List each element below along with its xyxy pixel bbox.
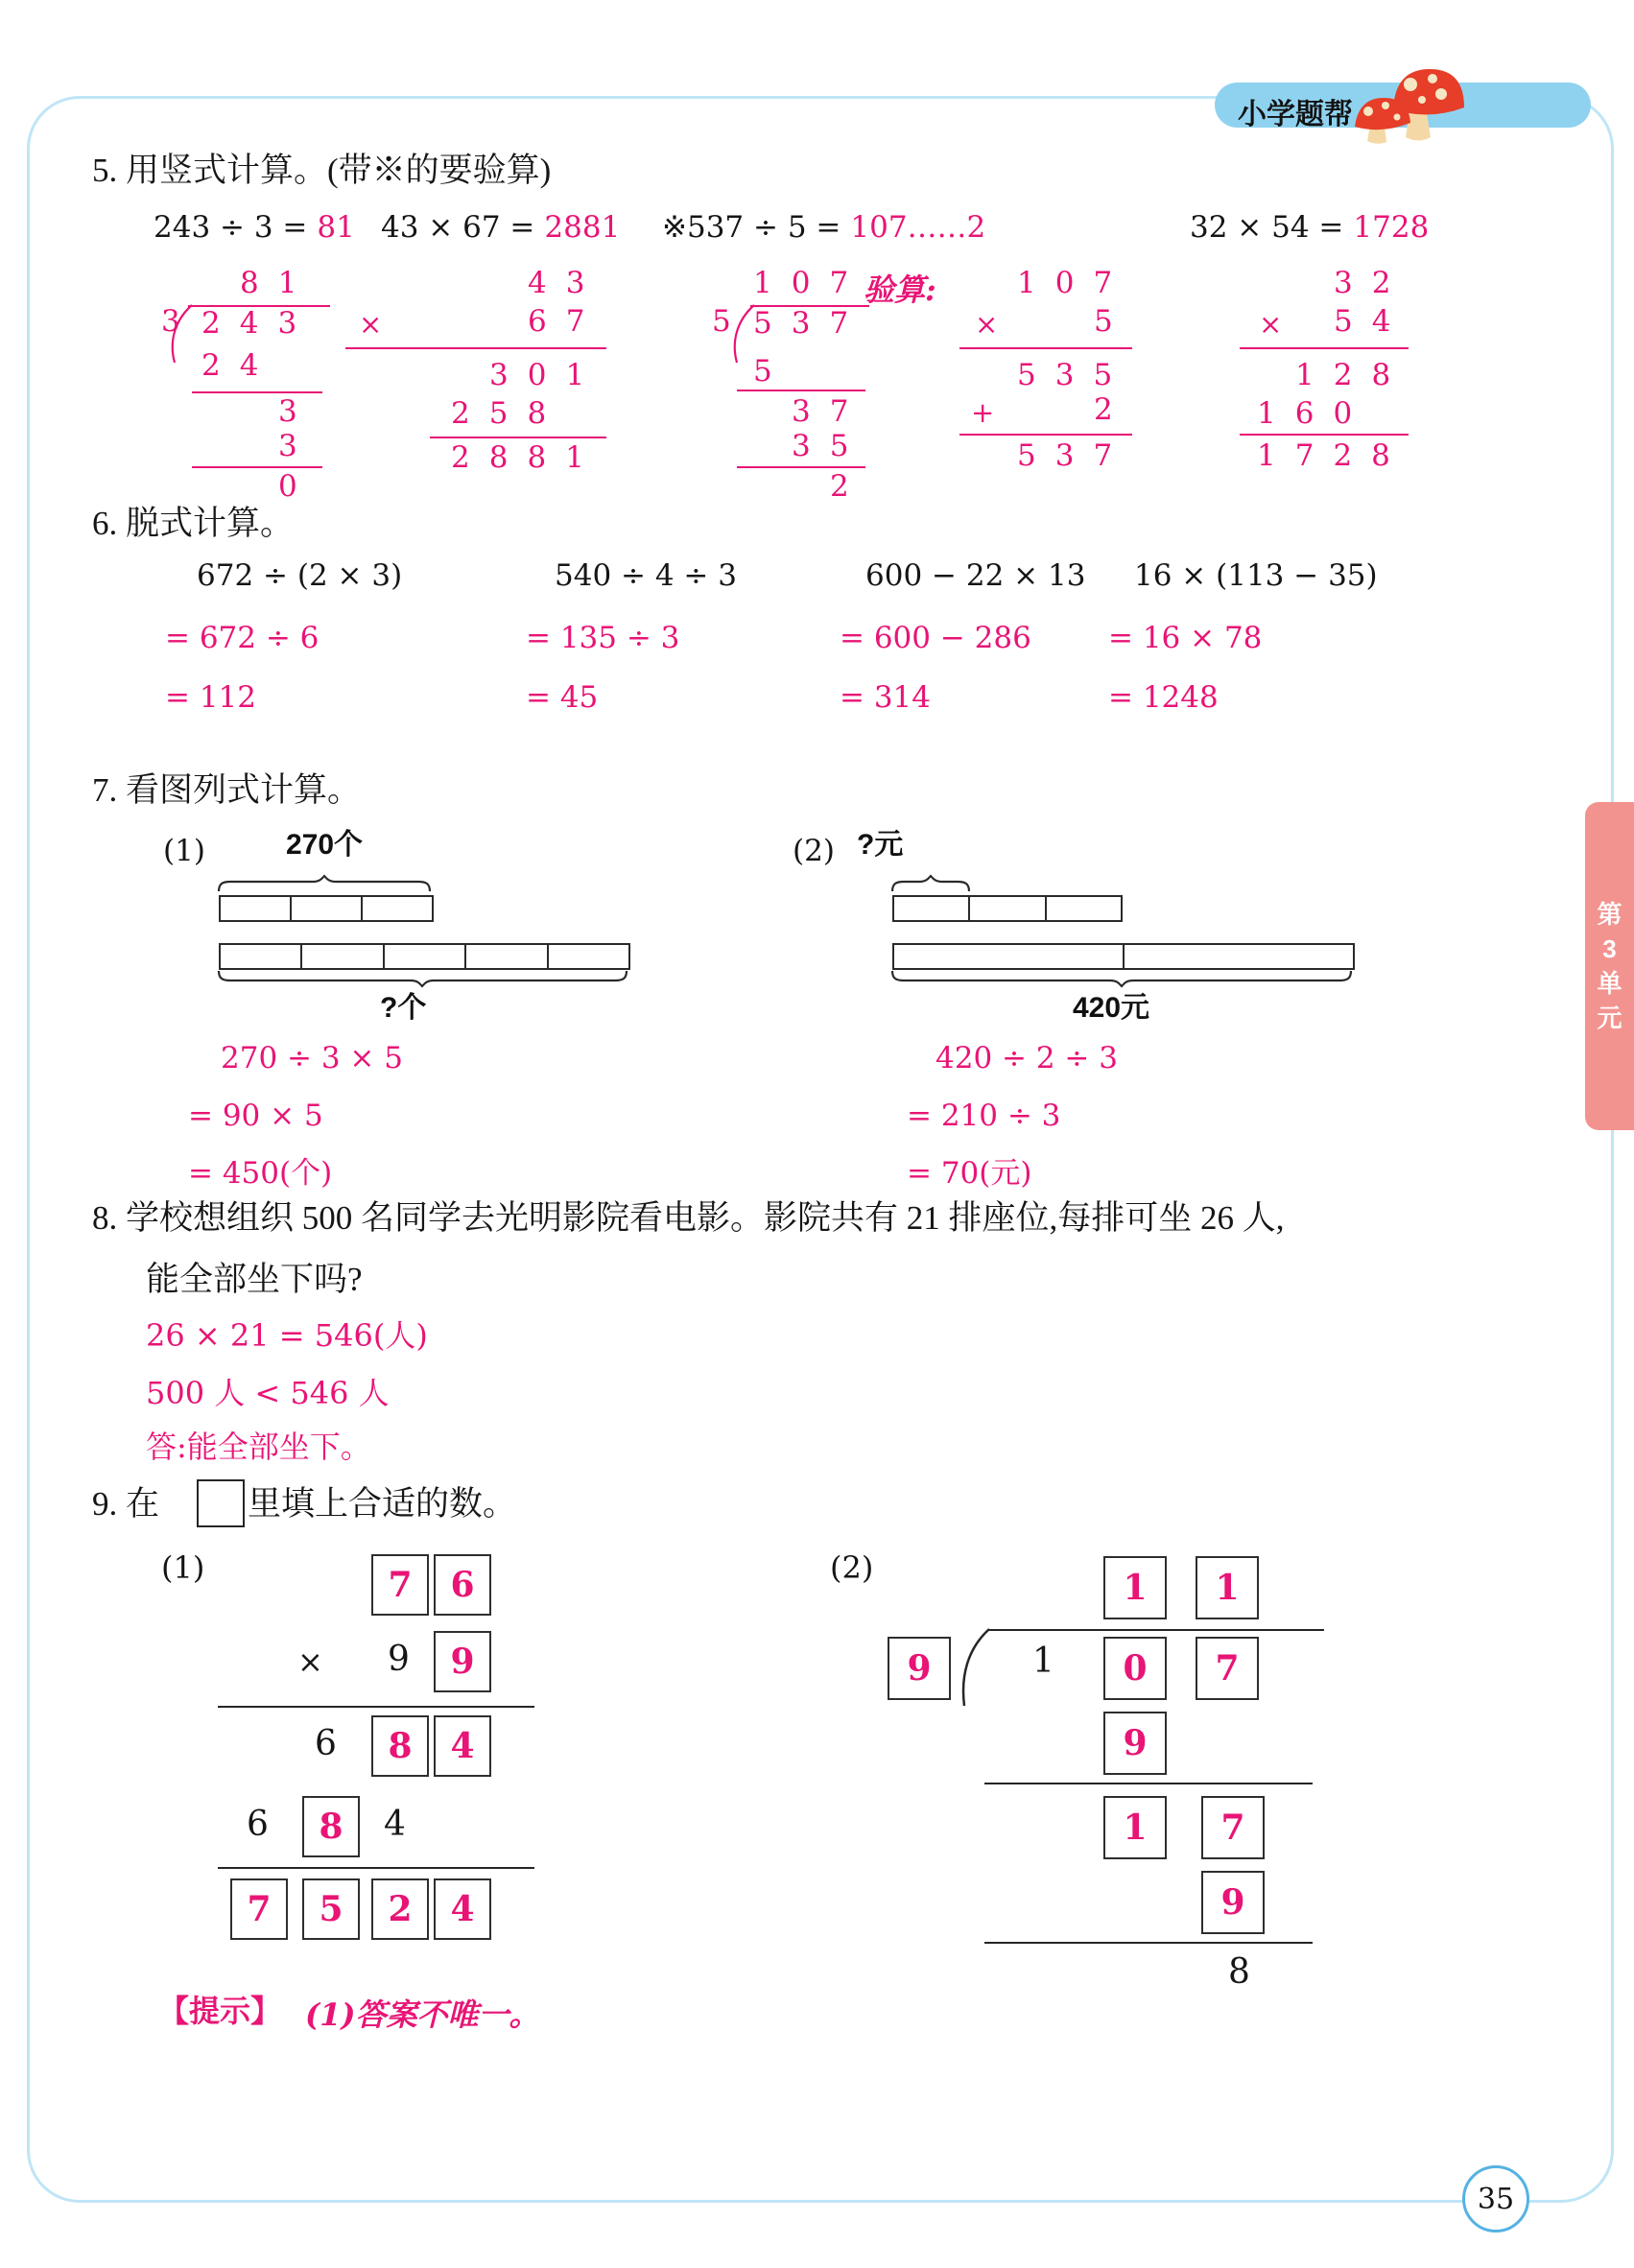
p9-fill-box: 8 [371, 1715, 429, 1777]
p5-div2-quotient: 107 [753, 266, 868, 300]
p9-hint-label: 【提示】 [158, 1993, 282, 2029]
p5-div1-work-row: 24 [201, 348, 278, 383]
p9-part2-rule [984, 1783, 1313, 1784]
p7-part2-bottom-label: 420元 [1073, 992, 1150, 1024]
tab-char: 元 [1597, 1004, 1622, 1032]
p9-hint-text: (1)答案不唯一。 [305, 1996, 540, 2033]
p5-check-rule [959, 347, 1132, 349]
p5-check-top: 107 [1017, 266, 1132, 300]
p7-part1-step2: = 450(个) [188, 1156, 333, 1191]
p5-check-times: × [975, 308, 999, 341]
p6-expr-4: 16 × (113 − 35) [1134, 558, 1378, 593]
p8-answer-sentence: 答:能全部坐下。 [146, 1429, 371, 1465]
p5-mul1-total: 2881 [451, 440, 604, 475]
p5-div1-bracket [165, 305, 194, 365]
p5-equation-1 [154, 210, 355, 245]
p7-part1-label: (1) [163, 834, 205, 868]
p9-division-vinculum [988, 1629, 1324, 1631]
p8-solution-1: 26 × 21 = 546(人) [146, 1317, 428, 1354]
p5-div1-dividend: 243 [201, 306, 317, 341]
bar-segment [221, 897, 292, 920]
p6-step1-3: = 600 − 286 [840, 621, 1031, 655]
p5-div2-rule [737, 390, 865, 391]
p5-mul2-rule [1240, 347, 1409, 349]
p5-div1-quotient: 81 [240, 266, 317, 300]
p7-part2-bottom-brace [892, 971, 1351, 988]
p6-step1-1: = 672 ÷ 6 [165, 621, 320, 655]
p9-given-digit: 4 [384, 1805, 406, 1844]
p9-title-pre: 9. 在 [92, 1485, 160, 1523]
p5-mul2-top: 32 [1334, 266, 1410, 300]
p9-fill-box: 9 [1103, 1712, 1167, 1775]
p8-question-line2: 能全部坐下吗? [146, 1261, 363, 1298]
p8-question-line1: 8. 学校想组织 500 名同学去光明影院看电影。影院共有 21 排座位,每排可坐 26 人, [92, 1199, 1285, 1237]
p5-div2-bracket [727, 305, 756, 365]
bar-segment [894, 897, 970, 920]
p5-div2-work-row: 37 [792, 394, 868, 429]
p5-mul1-partial2: 258 [451, 396, 566, 431]
p5-div2-work-row: 5 [753, 354, 792, 389]
bar-segment [549, 945, 628, 968]
p9-fill-box: 6 [434, 1554, 491, 1616]
p9-part1-label: (1) [161, 1549, 205, 1586]
p9-fill-box: 2 [371, 1878, 429, 1940]
p5-eq3-question: ※537 ÷ 5 = [662, 210, 841, 245]
p9-times-sign: × [297, 1643, 323, 1680]
p9-given-digit: 1 [1032, 1642, 1054, 1681]
p6-title: 6. 脱式计算。 [92, 505, 295, 542]
p5-mul1-top: 43 [528, 266, 604, 300]
p9-remainder-digit: 8 [1228, 1952, 1250, 1992]
p8-solution-2: 500 人 < 546 人 [146, 1375, 390, 1411]
p5-mul2-partial1: 128 [1295, 358, 1410, 392]
tab-char: 单 [1597, 969, 1622, 998]
p7-part1-top-brace [219, 876, 430, 893]
tab-char: 3 [1602, 934, 1617, 963]
p9-fill-box: 1 [1196, 1556, 1259, 1619]
p9-part1-rule [218, 1706, 534, 1708]
p9-fill-box: 9 [888, 1637, 951, 1700]
p9-part2-label: (2) [830, 1549, 874, 1586]
p7-part1-bottom-brace [219, 971, 627, 988]
bar-segment [970, 897, 1046, 920]
p7-part2-bottom-bar [892, 943, 1355, 970]
p7-part2-expr: 420 ÷ 2 ÷ 3 [935, 1041, 1118, 1075]
p9-fill-box: 5 [302, 1878, 360, 1940]
p5-div1-remainder: 0 [278, 469, 317, 504]
p5-div1-rule [192, 391, 322, 393]
p5-div2-rule [737, 466, 865, 468]
bar-segment [302, 945, 384, 968]
p7-part2-label: (2) [793, 834, 835, 868]
p5-eq2-answer: 2881 [544, 210, 621, 245]
p7-part1-top-bar [219, 895, 434, 922]
p5-mul2-rule [1240, 434, 1409, 436]
p5-mul2-total: 1728 [1257, 438, 1409, 473]
p5-mul1-rule [345, 347, 606, 349]
p9-fill-box: 4 [434, 1878, 491, 1940]
p5-eq4-answer: 1728 [1353, 210, 1430, 245]
p7-part2-top-bar [892, 895, 1123, 922]
p9-fill-box: 7 [230, 1878, 288, 1940]
p5-div2-work-row: 35 [792, 429, 868, 463]
p9-fill-box: 7 [1196, 1637, 1259, 1700]
p9-fill-box: 7 [1201, 1796, 1265, 1859]
p5-div1-divisor: 3 [161, 304, 200, 339]
p9-part2-rule [984, 1942, 1313, 1944]
p5-div2-divisor: 5 [712, 304, 750, 339]
p6-step1-2: = 135 ÷ 3 [526, 621, 680, 655]
brand-title: 小学题帮 [1238, 99, 1353, 130]
unit-side-tab [1585, 802, 1634, 1130]
p7-part1-step1: = 90 × 5 [188, 1099, 323, 1133]
p6-step2-1: = 112 [165, 680, 256, 715]
p5-eq2-question: 43 × 67 = [381, 210, 535, 245]
p7-part1-bottom-label: ?个 [380, 992, 427, 1024]
p5-eq1-question: 243 ÷ 3 = [154, 210, 308, 245]
p9-title-blank-box [197, 1479, 245, 1527]
page-number-badge [1462, 2165, 1529, 2233]
p6-expr-2: 540 ÷ 4 ÷ 3 [555, 558, 737, 593]
p5-check-label: 验算: [864, 272, 936, 308]
bar-segment [363, 897, 432, 920]
p5-mul2-partial2: 160 [1257, 396, 1372, 431]
p5-check-addend: 2 [1094, 392, 1132, 427]
p6-expr-3: 600 − 22 × 13 [865, 558, 1086, 593]
p9-fill-box: 8 [302, 1796, 360, 1857]
p7-part2-step2: = 70(元) [907, 1156, 1032, 1191]
p6-expr-1: 672 ÷ (2 × 3) [197, 558, 403, 593]
p5-div1-work-row: 3 [278, 394, 317, 429]
p6-step2-4: = 1248 [1108, 680, 1219, 715]
bar-segment [292, 897, 363, 920]
p5-title: 5. 用竖式计算。(带※的要验算) [92, 152, 552, 189]
p7-part2-step1: = 210 ÷ 3 [907, 1099, 1061, 1133]
tab-char: 第 [1597, 900, 1622, 929]
p7-part1-bottom-bar [219, 943, 630, 970]
p9-part1-rule [218, 1867, 534, 1869]
p9-fill-box: 7 [371, 1554, 429, 1616]
bar-segment [221, 945, 302, 968]
p9-fill-box: 1 [1103, 1556, 1167, 1619]
p6-step2-2: = 45 [526, 680, 599, 715]
bar-segment [385, 945, 466, 968]
p5-eq1-answer: 81 [317, 210, 355, 245]
p6-step2-3: = 314 [840, 680, 931, 715]
bar-segment [1125, 945, 1353, 968]
p5-equation-2 [381, 210, 621, 245]
p9-fill-box: 9 [1201, 1871, 1265, 1934]
p5-div1-rule [192, 466, 322, 468]
bar-segment [466, 945, 548, 968]
p5-eq4-question: 32 × 54 = [1190, 210, 1344, 245]
p5-check-product: 535 [1017, 358, 1132, 392]
p9-given-digit: 6 [247, 1805, 269, 1844]
mushrooms-icon [1341, 48, 1466, 144]
p5-check-plus: + [971, 396, 995, 429]
bar-segment [894, 945, 1125, 968]
p7-part2-top-brace [892, 876, 969, 893]
p6-step1-4: = 16 × 78 [1108, 621, 1263, 655]
p9-fill-box: 1 [1103, 1796, 1167, 1859]
p9-fill-box: 9 [434, 1631, 491, 1692]
p9-division-bracket [955, 1629, 993, 1708]
p7-part1-top-label: 270个 [286, 829, 364, 861]
p5-check-rule [959, 434, 1132, 436]
p5-mul2-bottom: 54 [1334, 304, 1410, 339]
p9-given-digit: 9 [388, 1640, 410, 1679]
p5-mul1-rule [430, 437, 606, 438]
p5-check-total: 537 [1017, 438, 1132, 473]
p5-eq3-answer: 107……2 [850, 210, 986, 245]
p5-mul1-bottom: 67 [528, 304, 604, 339]
p9-given-digit: 6 [315, 1724, 337, 1763]
p5-equation-3 [662, 210, 986, 245]
p5-div1-work-row: 3 [278, 429, 317, 463]
page-number: 35 [1477, 2182, 1515, 2216]
p5-div2-dividend: 537 [753, 306, 868, 341]
p5-mul1-times: × [359, 308, 383, 341]
p9-fill-box: 4 [434, 1715, 491, 1777]
bar-segment [1047, 897, 1121, 920]
p7-title: 7. 看图列式计算。 [92, 771, 362, 809]
p9-title-post: 里填上合适的数。 [248, 1485, 517, 1523]
p5-equation-4 [1190, 210, 1430, 245]
p5-div2-remainder: 2 [830, 469, 868, 504]
p5-mul2-times: × [1259, 308, 1283, 341]
p5-check-bottom: 5 [1094, 304, 1132, 339]
p5-mul1-partial1: 301 [489, 358, 604, 392]
p7-part2-top-label: ?元 [857, 829, 904, 861]
p9-fill-box: 0 [1103, 1637, 1167, 1700]
p7-part1-expr: 270 ÷ 3 × 5 [221, 1041, 403, 1075]
